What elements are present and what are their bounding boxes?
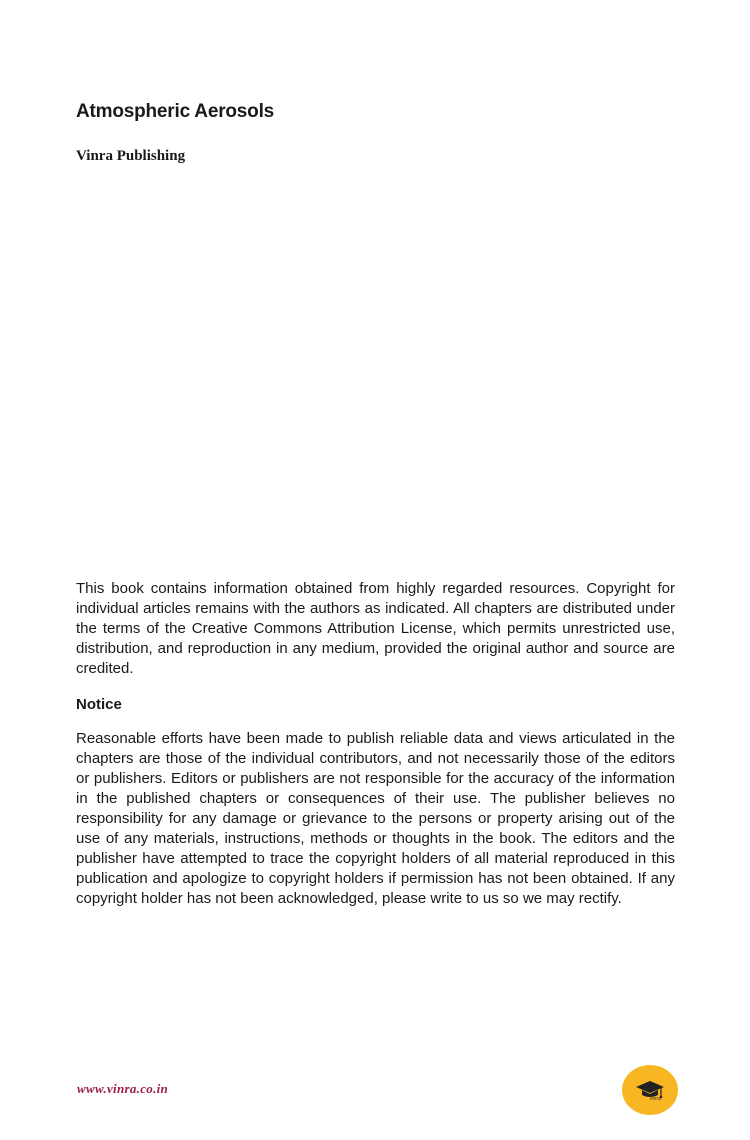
publisher-logo (622, 1065, 678, 1115)
notice-heading: Notice (76, 696, 122, 713)
footer-url-link[interactable]: www.vinra.co.in (77, 1081, 169, 1096)
logo-text: Vinra (649, 1096, 661, 1102)
copyright-block (76, 579, 675, 909)
copyright-paragraph: This book contains information obtained from highly regarded resources. Copyright for individual articles remains with the authors as indicated. All chapters are distributed under the terms of the Creative Commons Attribution License, which permits unrestricted use, distribution, and reproduction in any medium, provided the original author and source are credited. (76, 580, 675, 677)
book-title: Atmospheric Aerosols (76, 101, 275, 122)
publisher-name: Vinra Publishing (76, 148, 186, 164)
notice-paragraph: Reasonable efforts have been made to publish reliable data and views articulated in the chapters are those of the individual contributors, and not necessarily those of the editors or publishers. Editors or publishers are not responsible for the accuracy of the information in the published chapters or consequences of their use. The publisher believes no responsibility for any damage or grievance to the persons or property arising out of the use of any materials, instructions, methods or thoughts in the book. The editors and the publisher have attempted to trace the copyright holders of all material reproduced in this publication and apologize to copyright holders if permission has not been obtained. If any copyright holder has not been acknowledged, please write to us so we may rectify. (76, 730, 675, 907)
